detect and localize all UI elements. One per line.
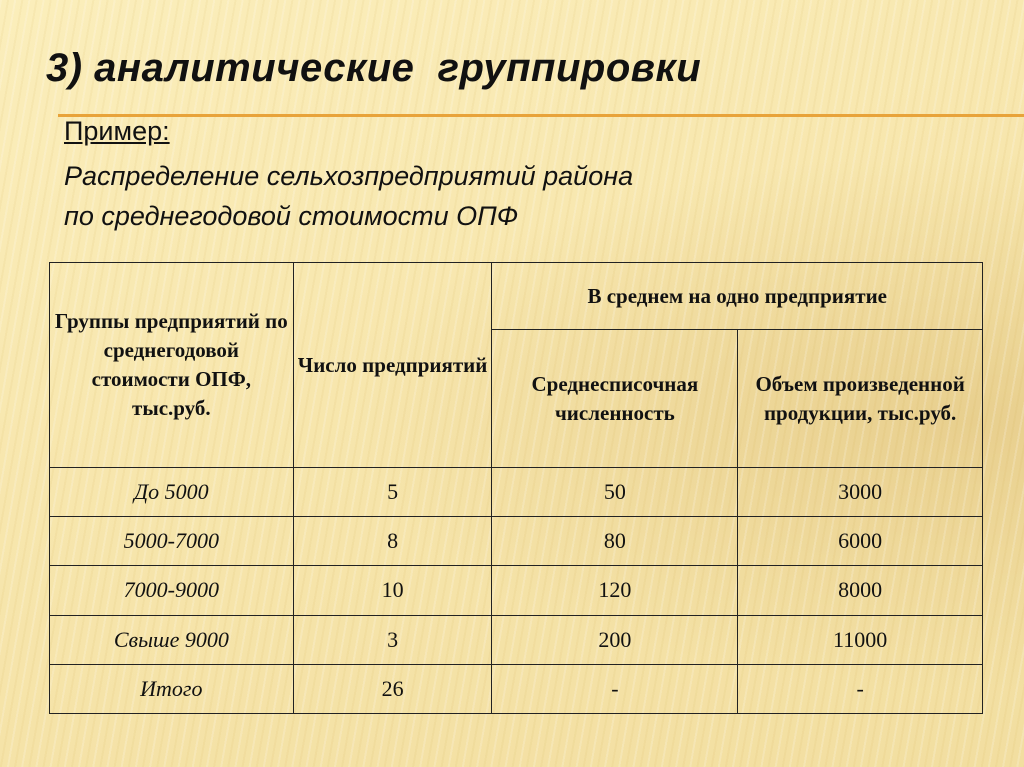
cell-headcount: 80 — [492, 517, 738, 566]
cell-headcount: 50 — [492, 468, 738, 517]
cell-count: 10 — [293, 566, 492, 615]
cell-headcount: 200 — [492, 615, 738, 664]
table-row — [50, 615, 983, 664]
header-count: Число предприятий — [293, 263, 492, 468]
cell-output: - — [738, 664, 983, 713]
table-row-total — [50, 664, 983, 713]
cell-count: 26 — [293, 664, 492, 713]
cell-output: 8000 — [738, 566, 983, 615]
cell-count: 8 — [293, 517, 492, 566]
title-divider — [58, 114, 1024, 117]
cell-group: Свыше 9000 — [50, 615, 294, 664]
cell-output: 6000 — [738, 517, 983, 566]
subtitle-line-2: по среднегодовой стоимости ОПФ — [64, 201, 519, 231]
cell-group: До 5000 — [50, 468, 294, 517]
cell-headcount: 120 — [492, 566, 738, 615]
cell-group: Итого — [50, 664, 294, 713]
cell-group: 7000-9000 — [50, 566, 294, 615]
grouping-table — [49, 262, 983, 714]
header-output: Объем произведенной продукции, тыс.руб. — [738, 330, 983, 468]
cell-output: 3000 — [738, 468, 983, 517]
cell-output: 11000 — [738, 615, 983, 664]
cell-group: 5000-7000 — [50, 517, 294, 566]
slide-title: 3) аналитические группировки — [46, 46, 702, 90]
cell-headcount: - — [492, 664, 738, 713]
header-groups: Группы предприятий по среднегодовой стоимости ОПФ, тыс.руб. — [50, 263, 294, 468]
subtitle — [64, 156, 633, 236]
cell-count: 3 — [293, 615, 492, 664]
example-label: Пример: — [64, 116, 170, 146]
table-row — [50, 566, 983, 615]
header-headcount: Среднесписочная численность — [492, 330, 738, 468]
cell-count: 5 — [293, 468, 492, 517]
header-avg-group: В среднем на одно предприятие — [492, 263, 983, 330]
table-row — [50, 468, 983, 517]
subtitle-line-1: Распределение сельхозпредприятий района — [64, 161, 634, 191]
table-row — [50, 517, 983, 566]
